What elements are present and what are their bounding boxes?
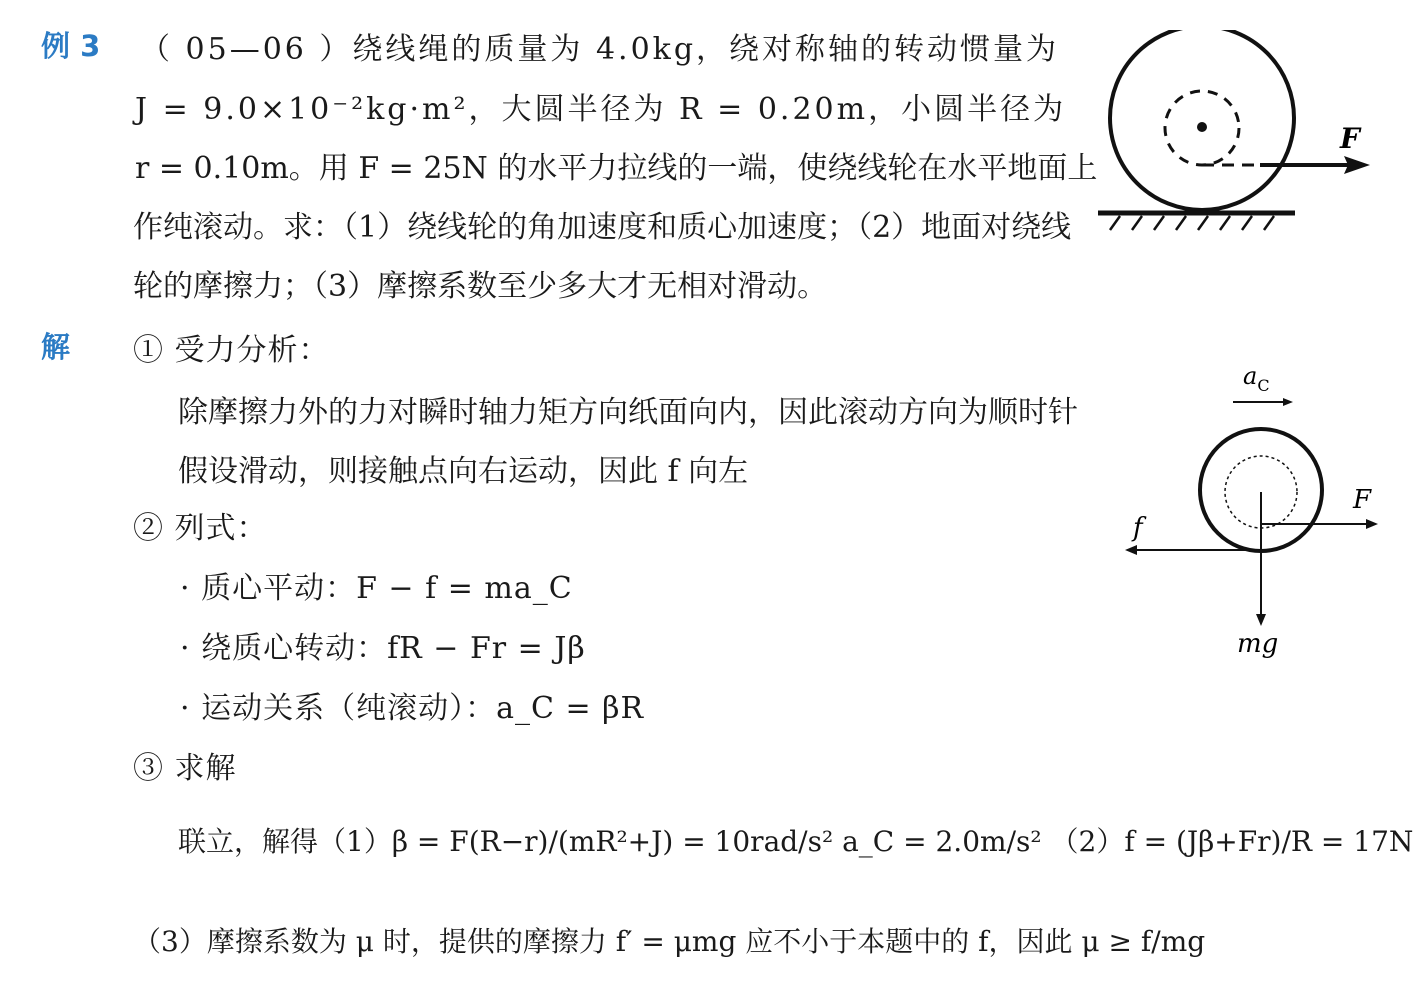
- step3-title: ③ 求解: [133, 751, 237, 786]
- force-arrowhead: [1366, 519, 1378, 529]
- step1-line-2: 假设滑动，则接触点向右运动，因此 f 向左: [178, 454, 749, 489]
- ground-hatching: [1110, 216, 1274, 230]
- step2-item-2: · 绕质心转动：fR − Fr = Jβ: [180, 631, 586, 666]
- problem-line-2: J = 9.0×10⁻²kg·m²，大圆半径为 R = 0.20m，小圆半径为: [135, 92, 1067, 127]
- weight-label: mg: [1237, 629, 1279, 659]
- problem-line-5: 轮的摩擦力；（3）摩擦系数至少多大才无相对滑动。: [133, 269, 828, 304]
- center-dot: [1197, 122, 1207, 132]
- force-diagram: [1115, 360, 1390, 665]
- outer-circle: [1110, 30, 1294, 210]
- step1-line-1: 除摩擦力外的力对瞬时轴力矩方向纸面向内，因此滚动方向为顺时针: [178, 395, 1078, 430]
- example-tag: 例 3: [41, 29, 101, 63]
- problem-line-3: r = 0.10m。用 F = 25N 的水平力拉线的一端，使绕线轮在水平地面上: [135, 151, 1098, 186]
- step2-item-3: · 运动关系（纯滚动）：a_C = βR: [180, 691, 645, 726]
- step1-title: ① 受力分析：: [133, 333, 330, 368]
- friction-label: f: [1133, 513, 1143, 543]
- force-label: F: [1353, 485, 1372, 515]
- spool-figure: [1090, 30, 1390, 235]
- solution-tag: 解: [41, 330, 71, 364]
- step2-title: ② 列式：: [133, 511, 268, 546]
- friction-arrowhead: [1125, 545, 1137, 555]
- acc-arrowhead: [1283, 398, 1293, 406]
- result-line: 联立，解得（1）β = F(R−r)/(mR²+J) = 10rad/s² a_C = 2.0m/s² （2）f = (Jβ+Fr)/R = 17N: [178, 825, 1414, 858]
- acc-label: $a_C$: [1243, 362, 1270, 395]
- step2-item-1: · 质心平动：F − f = ma_C: [180, 571, 573, 606]
- problem-line-4: 作纯滚动。求：（1）绕线轮的角加速度和质心加速度；（2）地面对绕线: [133, 210, 1072, 245]
- weight-arrowhead: [1256, 614, 1266, 626]
- force-label: F: [1340, 122, 1360, 155]
- problem-line-1: （ 05—06 ）绕线绳的质量为 4.0kg，绕对称轴的转动惯量为: [140, 32, 1060, 67]
- part3-line: （3）摩擦系数为 μ 时，提供的摩擦力 f′ = μmg 应不小于本题中的 f，因此 μ ≥ f/mg: [133, 925, 1206, 958]
